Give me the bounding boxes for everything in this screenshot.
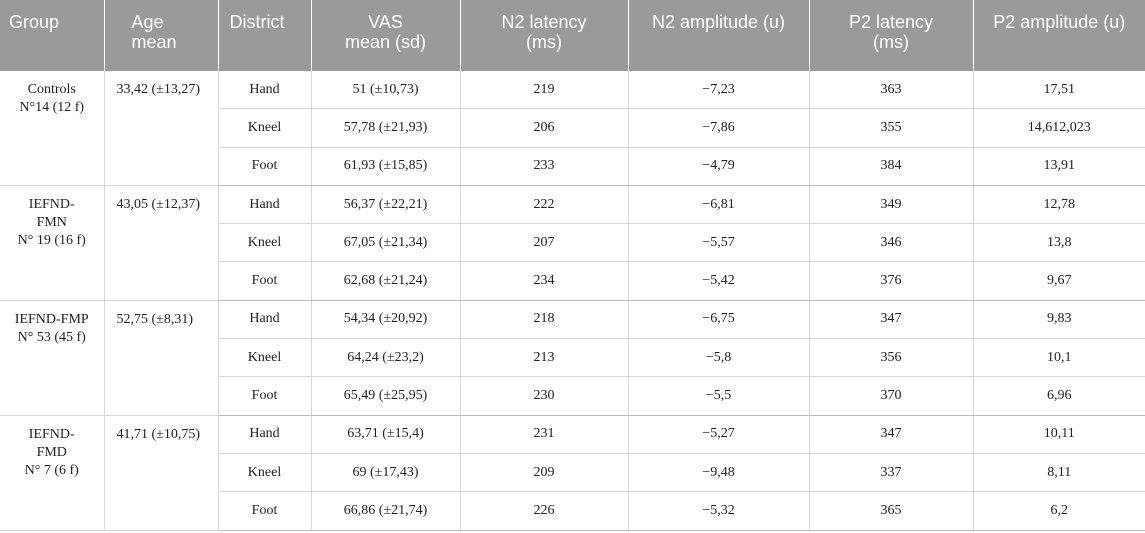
- vas-cell: 63,71 (±15,4): [311, 415, 460, 453]
- header-age-mean: Age mean: [104, 0, 218, 71]
- vas-cell: 62,68 (±21,24): [311, 262, 460, 300]
- header-p2-latency: P2 latency (ms): [809, 0, 973, 71]
- vas-cell: 66,86 (±21,74): [311, 492, 460, 530]
- n2-latency-cell: 234: [460, 262, 628, 300]
- district-cell: Hand: [218, 71, 311, 109]
- p2-latency-cell: 356: [809, 339, 973, 377]
- n2-latency-cell: 207: [460, 224, 628, 262]
- p2-latency-cell: 346: [809, 224, 973, 262]
- n2-latency-cell: 230: [460, 377, 628, 415]
- p2-latency-cell: 376: [809, 262, 973, 300]
- table-row: [0, 300, 1145, 338]
- p2-amplitude-cell: 8,11: [973, 453, 1145, 491]
- p2-amplitude-cell: 10,11: [973, 415, 1145, 453]
- group-cell-controls: Controls N°14 (12 f): [0, 71, 104, 185]
- age-mean-cell: 33,42 (±13,27): [104, 71, 218, 185]
- table-row: [0, 415, 1145, 453]
- header-group: Group: [0, 0, 104, 71]
- header-district: District: [218, 0, 311, 71]
- p2-amplitude-cell: 12,78: [973, 185, 1145, 223]
- p2-latency-cell: 365: [809, 492, 973, 530]
- n2-amplitude-cell: −5,27: [628, 415, 809, 453]
- p2-latency-cell: 347: [809, 300, 973, 338]
- p2-latency-cell: 347: [809, 415, 973, 453]
- n2-latency-cell: 213: [460, 339, 628, 377]
- vas-cell: 67,05 (±21,34): [311, 224, 460, 262]
- age-mean-cell: 43,05 (±12,37): [104, 185, 218, 300]
- header-vas: VAS mean (sd): [311, 0, 460, 71]
- group-cell-iefnd-fmd: IEFND- FMD N° 7 (6 f): [0, 415, 104, 530]
- header-n2-amplitude: N2 amplitude (u): [628, 0, 809, 71]
- n2-latency-cell: 206: [460, 109, 628, 147]
- vas-cell: 64,24 (±23,2): [311, 339, 460, 377]
- vas-cell: 69 (±17,43): [311, 453, 460, 491]
- n2-amplitude-cell: −6,75: [628, 300, 809, 338]
- p2-amplitude-cell: 9,67: [973, 262, 1145, 300]
- n2-latency-cell: 231: [460, 415, 628, 453]
- p2-latency-cell: 370: [809, 377, 973, 415]
- p2-latency-cell: 363: [809, 71, 973, 109]
- district-cell: Kneel: [218, 109, 311, 147]
- n2-amplitude-cell: −5,42: [628, 262, 809, 300]
- vas-cell: 57,78 (±21,93): [311, 109, 460, 147]
- district-cell: Hand: [218, 300, 311, 338]
- district-cell: Foot: [218, 147, 311, 185]
- header-row: [0, 0, 1145, 71]
- age-mean-cell: 52,75 (±8,31): [104, 300, 218, 415]
- n2-amplitude-cell: −5,57: [628, 224, 809, 262]
- p2-latency-cell: 384: [809, 147, 973, 185]
- vas-cell: 51 (±10,73): [311, 71, 460, 109]
- p2-amplitude-cell: 10,1: [973, 339, 1145, 377]
- n2-latency-cell: 233: [460, 147, 628, 185]
- age-mean-cell: 41,71 (±10,75): [104, 415, 218, 530]
- n2-amplitude-cell: −6,81: [628, 185, 809, 223]
- vas-cell: 54,34 (±20,92): [311, 300, 460, 338]
- p2-amplitude-cell: 13,8: [973, 224, 1145, 262]
- n2-latency-cell: 219: [460, 71, 628, 109]
- p2-amplitude-cell: 13,91: [973, 147, 1145, 185]
- vas-cell: 56,37 (±22,21): [311, 185, 460, 223]
- p2-latency-cell: 355: [809, 109, 973, 147]
- n2-amplitude-cell: −5,5: [628, 377, 809, 415]
- p2-amplitude-cell: 9,83: [973, 300, 1145, 338]
- p2-amplitude-cell: 14,612,023: [973, 109, 1145, 147]
- vas-cell: 65,49 (±25,95): [311, 377, 460, 415]
- p2-latency-cell: 337: [809, 453, 973, 491]
- p2-amplitude-cell: 6,96: [973, 377, 1145, 415]
- district-cell: Kneel: [218, 339, 311, 377]
- table-row: [0, 185, 1145, 223]
- group-cell-iefnd-fmp: IEFND-FMP N° 53 (45 f): [0, 300, 104, 415]
- n2-amplitude-cell: −5,8: [628, 339, 809, 377]
- n2-amplitude-cell: −7,86: [628, 109, 809, 147]
- n2-amplitude-cell: −4,79: [628, 147, 809, 185]
- district-cell: Foot: [218, 492, 311, 530]
- n2-latency-cell: 226: [460, 492, 628, 530]
- n2-latency-cell: 218: [460, 300, 628, 338]
- district-cell: Kneel: [218, 453, 311, 491]
- vas-cell: 61,93 (±15,85): [311, 147, 460, 185]
- district-cell: Foot: [218, 377, 311, 415]
- district-cell: Hand: [218, 415, 311, 453]
- p2-amplitude-cell: 17,51: [973, 71, 1145, 109]
- group-cell-iefnd-fmn: IEFND- FMN N° 19 (16 f): [0, 185, 104, 300]
- district-cell: Kneel: [218, 224, 311, 262]
- n2-amplitude-cell: −7,23: [628, 71, 809, 109]
- header-p2-amplitude: P2 amplitude (u): [973, 0, 1145, 71]
- n2-amplitude-cell: −5,32: [628, 492, 809, 530]
- district-cell: Foot: [218, 262, 311, 300]
- n2-latency-cell: 222: [460, 185, 628, 223]
- header-n2-latency: N2 latency (ms): [460, 0, 628, 71]
- table-row: [0, 71, 1145, 109]
- p2-amplitude-cell: 6,2: [973, 492, 1145, 530]
- district-cell: Hand: [218, 185, 311, 223]
- n2-amplitude-cell: −9,48: [628, 453, 809, 491]
- n2-latency-cell: 209: [460, 453, 628, 491]
- p2-latency-cell: 349: [809, 185, 973, 223]
